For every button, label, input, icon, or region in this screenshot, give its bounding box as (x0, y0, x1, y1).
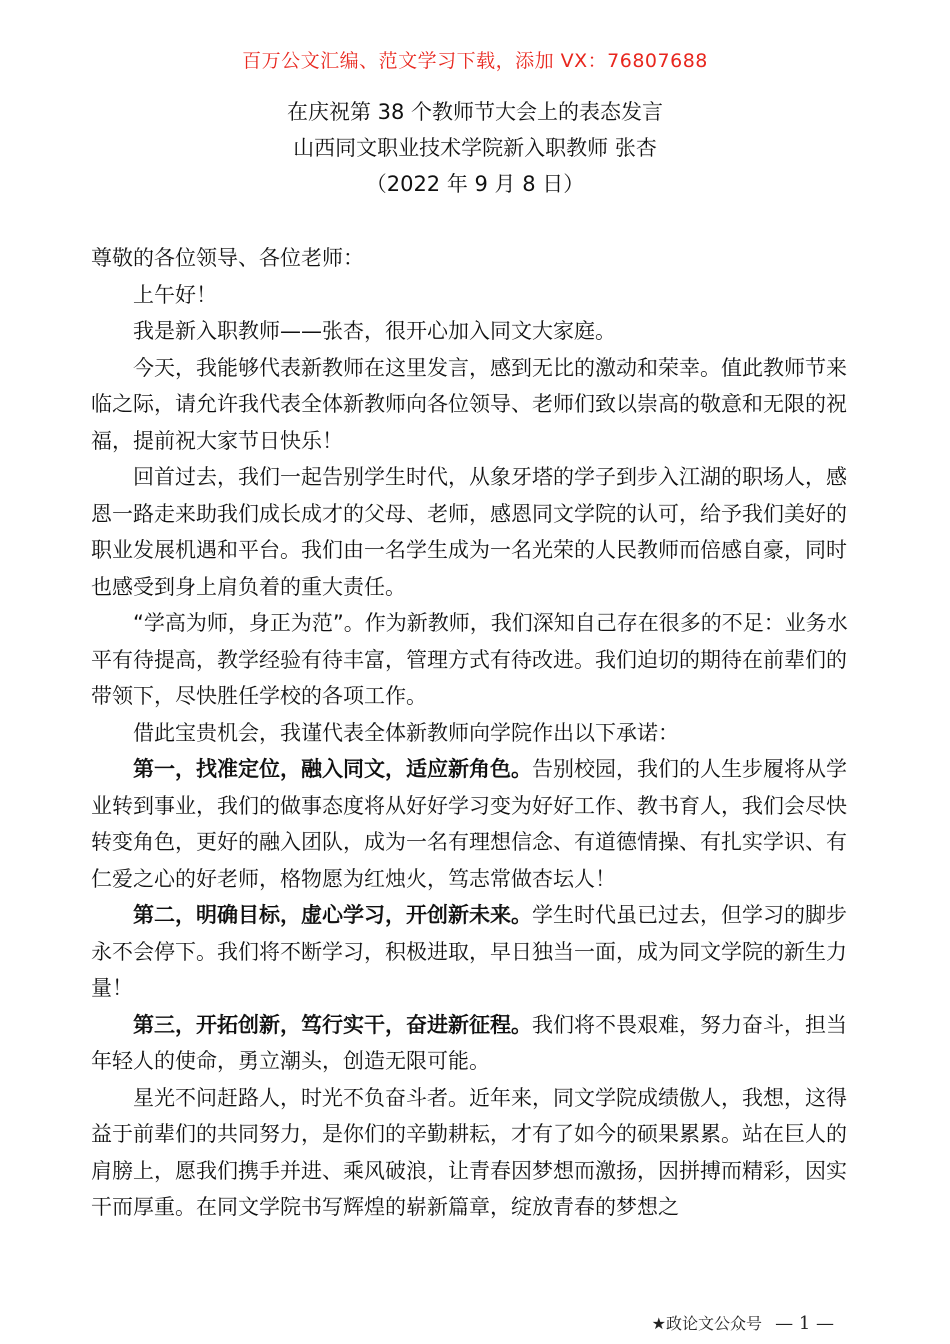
intro-paragraph: 我是新入职教师——张杏，很开心加入同文大家庭。 (133, 319, 616, 343)
document-title: 在庆祝第 38 个教师节大会上的表态发言 (286, 100, 664, 124)
greeting: 上午好！ (133, 282, 217, 307)
paragraph: 星光不问赶路人，时光不负奋斗者。近年来，同文学院成绩傲人，我想，这得益于前辈们的共同努力，是你们的辛勤耕耘，才有了如今的硕果累累。站在巨人的肩膀上，愿我们携手并进、乘风破浪，让青春因梦想而激扬，因拼搏而精彩，因实干而厚重。在同文学院书写辉煌的崭新篇章，绽放青春的梦想之 (91, 1085, 847, 1219)
pledge-paragraph (91, 751, 867, 897)
watermark-banner: 百万公文汇编、范文学习下载，添加 VX：76807688 (242, 50, 708, 72)
pledge-text: 学生时代虽已过去，但学习的脚步永不会停下。我们将不断学习，积极进取，早日独当一面，成为同文学院的新生力量！ (91, 903, 847, 1000)
document-header (0, 94, 950, 202)
page-footer (652, 1311, 834, 1334)
paragraph: 今天，我能够代表新教师在这里发言，感到无比的激动和荣幸。值此教师节来临之际，请允许我代表全体新教师向各位领导、老师们致以崇高的敬意和无限的祝福，提前祝大家节日快乐！ (91, 355, 847, 453)
footer-source: ★政论文公众号 (651, 1314, 762, 1333)
pledge-heading: 第三，开拓创新，笃行实干，奋进新征程。 (133, 1012, 532, 1037)
paragraph: “学高为师，身正为范”。作为新教师，我们深知自己存在很多的不足：业务水平有待提高，教学经验有待丰富，管理方式有待改进。我们迫切的期待在前辈们的带领下，尽快胜任学校的各项工作。 (91, 611, 848, 708)
paragraph: 回首过去，我们一起告别学生时代，从象牙塔的学子到步入江湖的职场人，感恩一路走来助我们成长成才的父母、老师，感恩同文学院的认可，给予我们美好的职业发展机遇和平台。我们由一名学生成为一名光荣的人民教师而倍感自豪，同时也感受到身上肩负着的重大责任。 (91, 465, 847, 599)
paragraph: 借此宝贵机会，我谨代表全体新教师向学院作出以下承诺： (133, 720, 679, 745)
speech-body (91, 240, 867, 1226)
page-number: — 1 — (775, 1313, 834, 1334)
date-line: （2022 年 9 月 8 日） (365, 172, 585, 196)
pledge-paragraph (91, 1007, 867, 1080)
salutation: 尊敬的各位领导、各位老师： (91, 246, 364, 270)
pledge-paragraph (91, 897, 867, 1007)
pledge-text: 告别校园，我们的人生步履将从学业转到事业，我们的做事态度将从好好学习变为好好工作、教书育人，我们会尽快转变角色，更好的融入团队，成为一名有理想信念、有道德情操、有扎实学识、有仁爱之心的好老师，格物愿为红烛火，笃志常做杏坛人！ (91, 757, 847, 891)
speaker-line: 山西同文职业技术学院新入职教师 张杏 (293, 136, 657, 160)
pledge-heading: 第一，找准定位，融入同文，适应新角色。 (133, 757, 532, 781)
pledge-heading: 第二，明确目标，虚心学习，开创新未来。 (133, 903, 532, 927)
pledge-text: 我们将不畏艰难，努力奋斗，担当年轻人的使命，勇立潮头，创造无限可能。 (91, 1012, 847, 1073)
